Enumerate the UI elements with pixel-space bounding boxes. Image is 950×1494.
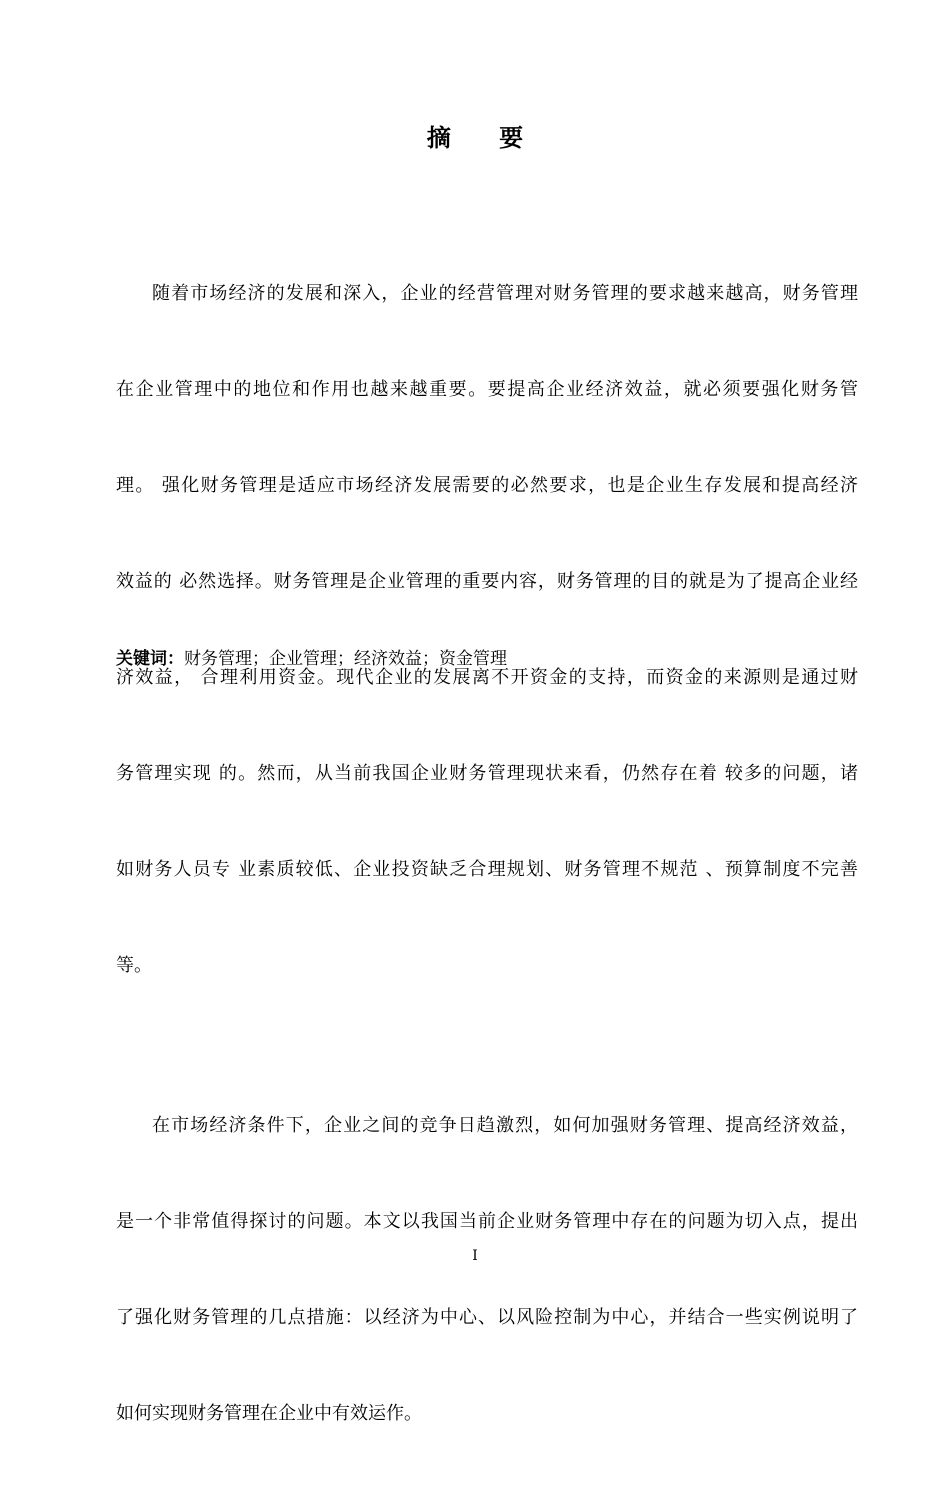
paragraph-line: 了强化财务管理的几点措施：以经济为中心、以风险控制为中心，并结合一些实例说明了 xyxy=(116,1307,858,1328)
paragraph-line: 是一个非常值得探讨的问题。本文以我国当前企业财务管理中存在的问题为切入点，提出 xyxy=(116,1211,858,1232)
keywords-label: 关键词： xyxy=(116,649,184,669)
paragraph-line: 理。 强化财务管理是适应市场经济发展需要的必然要求，也是企业生存发展和提高经济 xyxy=(116,475,858,496)
keywords-value: 财务管理；企业管理；经济效益；资金管理 xyxy=(184,649,507,669)
paragraph-line: 如财务人员专 业素质较低、企业投资缺乏合理规划、财务管理不规范 、预算制度不完善 xyxy=(116,859,858,880)
paragraph-line: 在市场经济条件下，企业之间的竞争日趋激烈，如何加强财务管理、提高经济效益， xyxy=(152,1115,858,1136)
paragraph-line: 在企业管理中的地位和作用也越来越重要。要提高企业经济效益，就必须要强化财务管 xyxy=(116,379,858,400)
paragraph-line: 务管理实现 的。然而，从当前我国企业财务管理现状来看，仍然存在着 较多的问题，诸 xyxy=(116,763,858,784)
paragraph-line: 济效益， 合理利用资金。现代企业的发展离不开资金的支持，而资金的来源则是通过财 xyxy=(116,667,858,688)
page-number: I xyxy=(472,1248,478,1264)
paragraph-line: 效益的 必然选择。财务管理是企业管理的重要内容，财务管理的目的就是为了提高企业经 xyxy=(116,571,858,592)
abstract-paragraph-1 xyxy=(116,214,858,1046)
paragraph-line: 如何实现财务管理在企业中有效运作。 xyxy=(116,1403,422,1424)
keywords-line xyxy=(116,645,507,673)
abstract-body xyxy=(116,214,858,1494)
paragraph-line: 随着市场经济的发展和深入，企业的经营管理对财务管理的要求越来越高，财务管理 xyxy=(152,283,858,304)
abstract-paragraph-2 xyxy=(116,1046,858,1494)
paragraph-line: 等。 xyxy=(116,955,152,976)
page-title: 摘 要 xyxy=(426,124,544,152)
